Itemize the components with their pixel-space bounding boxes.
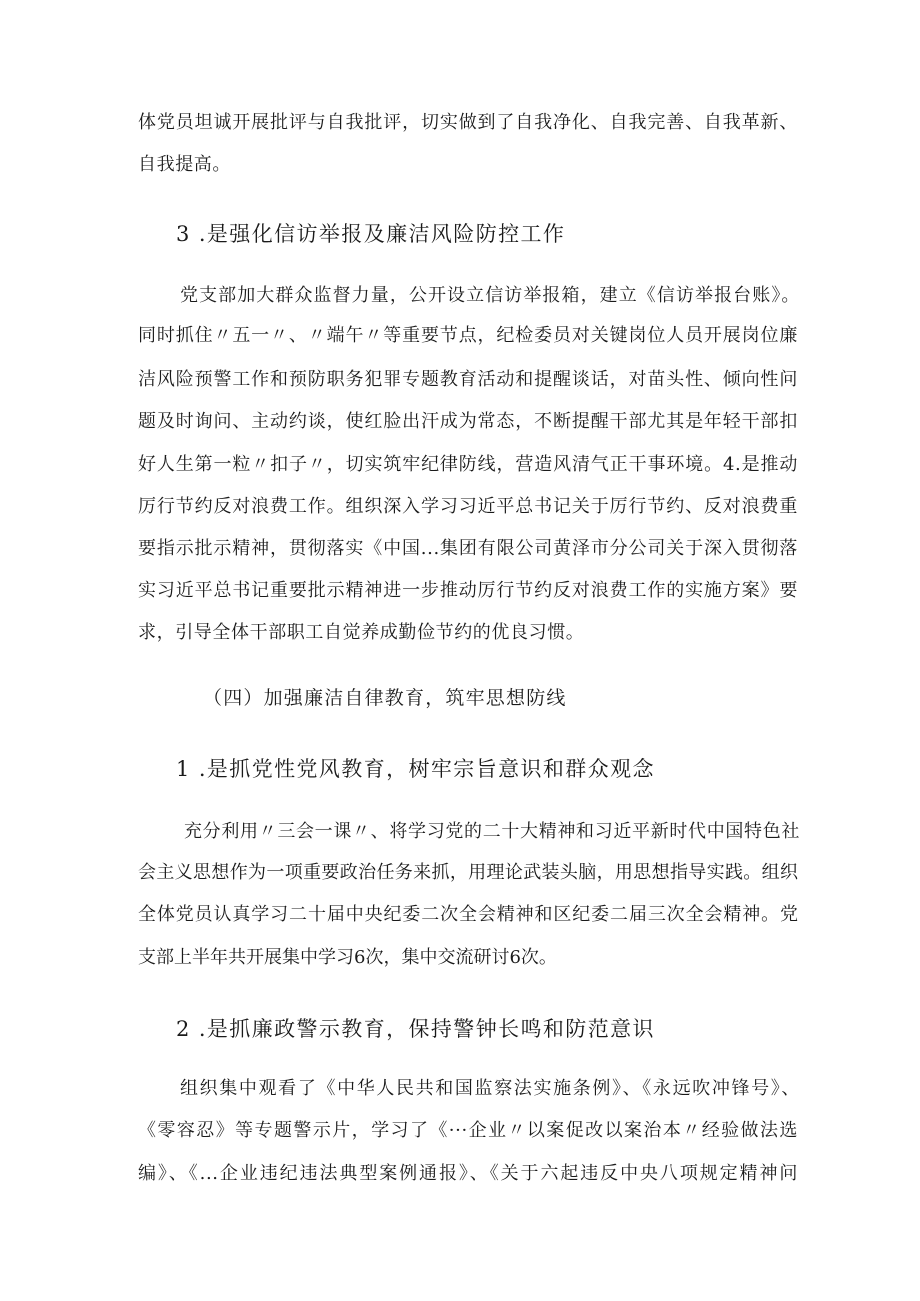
section-heading-4: （四）加强廉洁自律教育，筑牢思想防线 [203,687,567,709]
paragraph-1-line-4: 支部上半年共开展集中学习6次，集中交流研讨6次。 [138,947,557,968]
paragraph-1-line-2: 会主义思想作为一项重要政治任务来抓，用理论武装头脑，用思想指导实践。组织 [138,862,798,883]
paragraph-3-line-6: 厉行节约反对浪费工作。组织深入学习习近平总书记关于厉行节约、反对浪费重 [138,496,798,517]
paragraph-intro-line-1: 体党员坦诚开展批评与自我批评，切实做到了自我净化、自我完善、自我革新、 [138,112,798,133]
paragraph-intro-line-2: 自我提高。 [138,154,231,175]
paragraph-3-line-4: 题及时询问、主动约谈，使红脸出汗成为常态，不断提醒干部尤其是年轻干部扣 [138,411,798,432]
paragraph-3-line-7: 要指示批示精神，贯彻落实《中国...集团有限公司黄泽市分公司关于深入贯彻落 [138,538,798,559]
paragraph-2-line-2: 《零容忍》等专题警示片，学习了《···企业〃以案促改以案治本〃经验做法选 [138,1120,798,1141]
paragraph-1-line-1: 充分利用〃三会一课〃、将学习党的二十大精神和习近平新时代中国特色社 [184,821,800,842]
heading-item-2: 2 .是抓廉政警示教育，保持警钟长鸣和防范意识 [176,1017,655,1041]
paragraph-3-line-3: 洁风险预警工作和预防职务犯罪专题教育活动和提醒谈话，对苗头性、倾向性问 [138,369,798,390]
paragraph-3-line-2: 同时抓住〃五一〃、〃端午〃等重要节点，纪检委员对关键岗位人员开展岗位廉 [138,325,798,346]
heading-item-1: 1 .是抓党性党风教育，树牢宗旨意识和群众观念 [176,757,655,781]
paragraph-3-line-8: 实习近平总书记重要批示精神进一步推动厉行节约反对浪费工作的实施方案》要 [138,580,798,601]
paragraph-3-line-5: 好人生第一粒〃扣子〃，切实筑牢纪律防线，营造风清气正干事环境。4.是推动 [138,454,798,475]
paragraph-2-line-3: 编》、《...企业违纪违法典型案例通报》、《关于六起违反中央八项规定精神问 [138,1163,798,1184]
paragraph-1-line-3: 全体党员认真学习二十届中央纪委二次全会精神和区纪委二届三次全会精神。党 [138,904,798,925]
paragraph-3-line-1: 党支部加大群众监督力量，公开设立信访举报箱，建立《信访举报台账》。 [180,285,800,306]
paragraph-2-line-1: 组织集中观看了《中华人民共和国监察法实施条例》、《永远吹冲锋号》、 [180,1078,800,1099]
heading-item-3: 3 .是强化信访举报及廉洁风险防控工作 [176,222,566,246]
paragraph-3-line-9: 求，引导全体干部职工自觉养成勤俭节约的优良习惯。 [138,622,585,643]
